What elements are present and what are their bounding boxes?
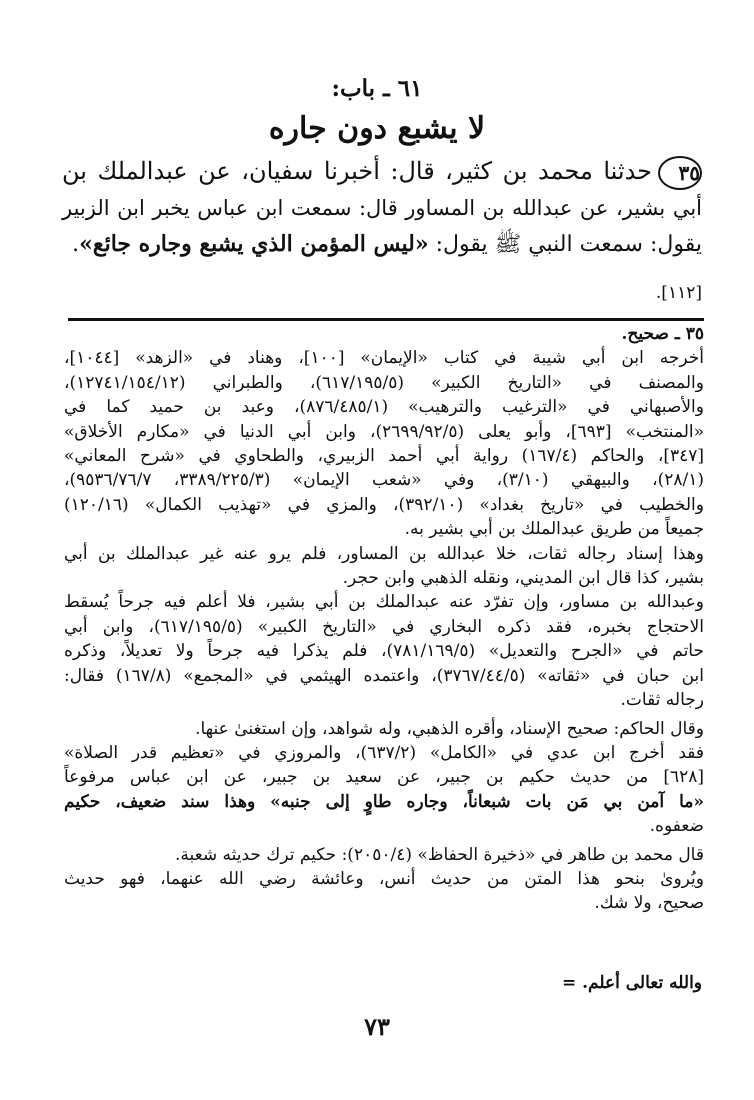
footnote-line: رجاله ثقات. bbox=[620, 690, 704, 711]
footnote-line: ابن حبان في «ثقاته» (٣٧٦٧/٤٤/٥)، واعتمده الهيثمي في «المجمع» (١٦٧/٨) فقال: bbox=[64, 665, 704, 686]
footnote-line: (٢٨/١)، والبيهقي (٣/١٠)، وفي «شعب الإيمان» (٣٣٨٩/٢٢٥/٣، ٩٥٣٦/٧٦/٧)، bbox=[64, 470, 704, 491]
footnote-divider bbox=[68, 318, 704, 321]
footnote-line: ضعفوه. bbox=[649, 816, 704, 837]
hadith-line-text: حدثنا محمد بن كثير، قال: أخبرنا سفيان، عن عبدالملك بن bbox=[62, 157, 652, 185]
footnote-line: حاتم في «الجرح والتعديل» (٧٨١/١٦٩/٥)، فلم يذكرا فيه جرحاً ولا تعديلاً، وذكره bbox=[64, 641, 704, 662]
footnotes bbox=[64, 322, 704, 916]
hadith-matn: «ليس المؤمن الذي يشبع وجاره جائع» bbox=[79, 230, 429, 257]
footnote-line: [٣٤٧]، والحاكم (١٦٧/٤) رواية أبي أحمد الزبيري، والطحاوي في «شرح المعاني» bbox=[64, 446, 704, 467]
hadith-line bbox=[62, 226, 702, 263]
footnote-line: وعبدالله بن مساور، وإن تفرّد عنه عبدالملك بن أبي بشير، فلا أعلم فيه جرحاً يُسقط bbox=[64, 592, 704, 613]
footnote-line: الاحتجاج بخبره، فقد ذكره البخاري في «التاريخ الكبير» (٦١٧/١٩٥/٥)، وابن أبي bbox=[64, 616, 704, 637]
footnote-line: قال محمد بن طاهر في «ذخيرة الحفاظ» (٢٠٥٠/٤): حكيم ترك حديثه شعبة. bbox=[175, 844, 704, 865]
footnote-line: صحيح، ولا شك. bbox=[594, 893, 704, 914]
footnote-line: والمصنف في «التاريخ الكبير» (٦١٧/١٩٥/٥)، والطبراني (١٢٧٤١/١٥٤/١٢)، bbox=[64, 372, 704, 393]
hadith-line bbox=[62, 153, 702, 190]
footnote-line: ويُروىٰ بنحو هذا المتن من حديث أنس، وعائشة رضي الله عنهما، فهو حديث bbox=[64, 868, 704, 889]
footnote-line: «ما آمن بي مَن بات شبعاناً، وجاره طاوٍ إلى جنبه» وهذا سند ضعيف، حكيم bbox=[64, 791, 704, 812]
hadith-line-end: . bbox=[72, 231, 80, 257]
page-number: ٧٣ bbox=[364, 1012, 390, 1041]
hadith-reference: [١١٢]. bbox=[655, 283, 702, 303]
closing-phrase: والله تعالى أعلم. = bbox=[561, 973, 702, 993]
footnote-line: جميعاً من طريق عبدالملك بن أبي بشير به. bbox=[404, 519, 704, 540]
footnote-line: والخطيب في «تاريخ بغداد» (٣٩٢/١٠)، والمزي في «تهذيب الكمال» (١٢٠/١٦) bbox=[64, 494, 704, 515]
footnote-heading: ٣٥ ـ صحيح. bbox=[621, 324, 704, 344]
hadith-line-text: يقول: سمعت النبي ﷺ يقول: bbox=[428, 231, 702, 257]
footnote-line: فقد أخرج ابن عدي في «الكامل» (٦٣٧/٢)، والمروزي في «تعظيم قدر الصلاة» bbox=[64, 742, 705, 763]
footnote-line: أخرجه ابن أبي شيبة في كتاب «الإيمان» [١٠٠]، وهناد في «الزهد» [١٠٤٤]، bbox=[64, 348, 704, 369]
chapter-title: لا يشبع دون جاره bbox=[268, 111, 486, 146]
hadith-number-badge: ٣٥ bbox=[658, 156, 702, 190]
footnote-line: [٦٢٨] من حديث حكيم بن جبير، عن سعيد بن جبير، عن ابن عباس مرفوعاً bbox=[64, 767, 704, 788]
footnote-line: والأصبهاني في «الترغيب والترهيب» (٨٧٦/٤٨٥/١)، وعبد بن حميد كما في bbox=[64, 397, 704, 418]
footnote-line: وقال الحاكم: صحيح الإسناد، وأقره الذهبي، وله شواهد، وإن استغنىٰ عنها. bbox=[195, 718, 704, 739]
chapter-number: ٦١ ـ باب: bbox=[331, 75, 423, 102]
footnote-line: «المنتخب» [٦٩٣]، وأبو يعلى (٢٦٩٩/٩٢/٥)، وابن أبي الدنيا في «مكارم الأخلاق» bbox=[64, 421, 705, 442]
hadith-line: أبي بشير، عن عبدالله بن المساور قال: سمعت ابن عباس يخبر ابن الزبير bbox=[62, 195, 702, 220]
hadith-text bbox=[62, 153, 702, 263]
footnote-line: بشير، كذا قال ابن المديني، ونقله الذهبي وابن حجر. bbox=[342, 568, 704, 589]
footnote-line: وهذا إسناد رجاله ثقات، خلا عبدالله بن المساور، فلم يرو عنه غير عبدالملك بن أبي bbox=[64, 543, 704, 564]
